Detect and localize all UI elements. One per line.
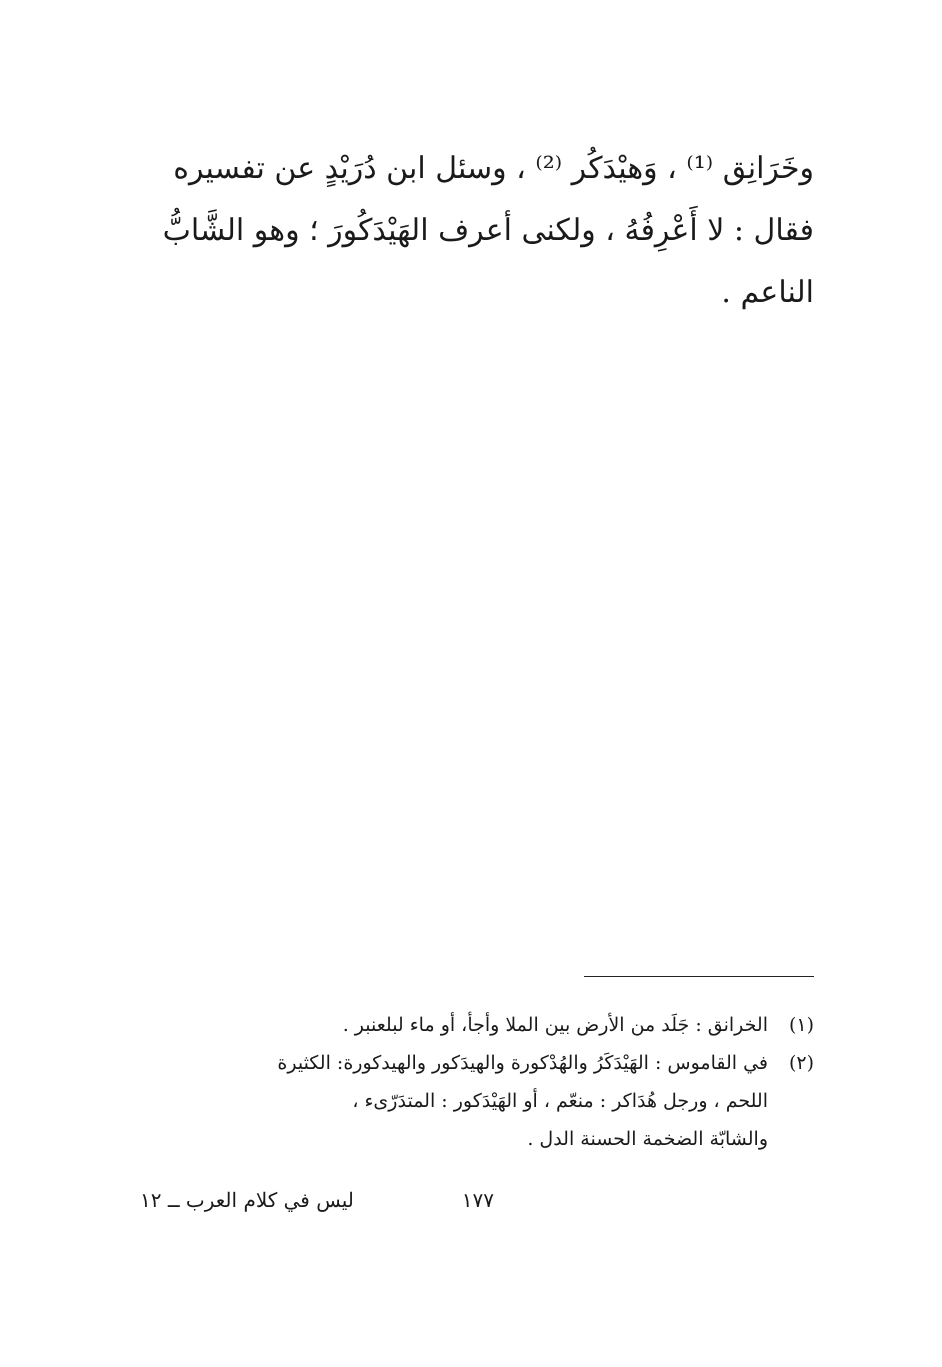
footnote-2 [140,1044,814,1158]
main-text [140,138,814,324]
footnote-text [140,1006,768,1044]
footnote-line: اللحم ، ورجل هُدَاكر : منعّم ، أو الهَيْدَكور : المتدَرّىء ، [352,1090,768,1112]
footnote-separator [584,976,814,977]
page-footer [140,1188,814,1228]
footnote-number: (٢) [788,1052,814,1074]
body-line: وخَرَانِق ⁽¹⁾ ، وَهيْدَكُر ⁽²⁾ ، وسئل ابن دُرَيْدٍ عن تفسيره [173,151,814,186]
footnote-number: (١) [788,1014,814,1036]
footnote-line: في القاموس : الهَيْدَكَرُ والهُدْكورة والهيدَكور والهيدكورة: الكثيرة [277,1052,768,1074]
body-line: الناعم . [721,275,814,310]
footnotes [140,1006,814,1158]
page-number: ١٧٧ [461,1188,494,1212]
footnote-line: الخرانق : جَلَد من الأرض بين الملا وأجأ، أو ماء لبلعنبر . [342,1014,768,1036]
footnote-text [140,1044,768,1158]
footnote-1 [140,1006,814,1044]
running-title: ليس في كلام العرب ــ ١٢ [140,1188,354,1212]
body-line: فقال : لا أَعْرِفُهُ ، ولكنى أعرف الهَيْدَكُورَ ؛ وهو الشَّابُّ [162,213,814,248]
footnote-line: والشابّة الضخمة الحسنة الدل . [527,1128,768,1150]
